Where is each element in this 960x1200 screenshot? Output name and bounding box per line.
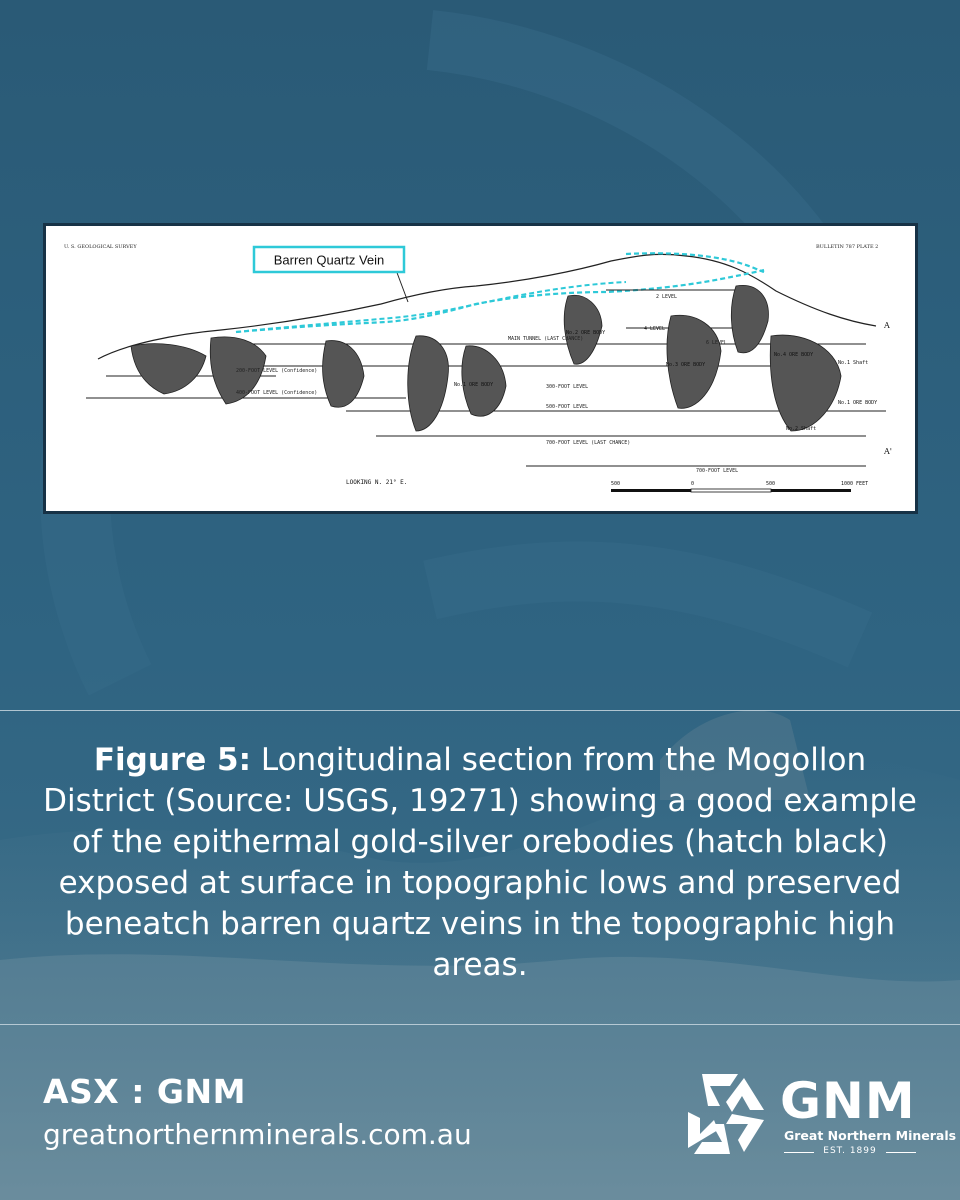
top-divider <box>0 710 960 711</box>
logo-subtitle: Great Northern Minerals <box>784 1128 957 1143</box>
header-left: U. S. GEOLOGICAL SURVEY <box>64 244 137 250</box>
scale-label-500: 500 <box>766 481 776 487</box>
logo-est-line-right <box>886 1152 916 1153</box>
scale-label-500-left: 500 <box>611 481 621 487</box>
figure-caption <box>40 740 920 986</box>
scale-label-1000: 1000 FEET <box>841 481 869 487</box>
website-link[interactable]: greatnorthernminerals.com.au <box>43 1118 472 1151</box>
logo-name: GNM <box>780 1072 916 1130</box>
callout-leader <box>396 270 408 302</box>
orebody-label-5: No.1 ORE BODY <box>838 400 878 406</box>
scale-bar <box>611 481 868 492</box>
level-label-main-tunnel: MAIN TUNNEL (LAST CHANCE) <box>508 336 584 342</box>
header-right: BULLETIN 787 PLATE 2 <box>816 244 879 250</box>
orebody-label-1: No.1 ORE BODY <box>454 382 494 388</box>
callout-label: Barren Quartz Vein <box>273 252 385 268</box>
level-label-300: 300-FOOT LEVEL <box>546 384 589 390</box>
level-label-400: 400-FOOT LEVEL (Confidence) <box>236 390 318 396</box>
geologic-section-figure <box>43 223 918 514</box>
orebody-label-3: No.3 ORE BODY <box>666 362 706 368</box>
shaft-label-1: No.1 Shaft <box>838 360 869 366</box>
level-label-700: 700-FOOT LEVEL <box>696 468 739 474</box>
gnm-logo <box>680 1068 957 1168</box>
level-label-4: 4 LEVEL <box>644 326 666 332</box>
orebodies <box>131 285 841 431</box>
caption-text: Longitudinal section from the Mogollon District (Source: USGS, 19271) showing a good example of the epithermal gold-silver orebodies (hatch black) exposed at surface in topographic lows and preserved beneatch barren quartz veins in the topographic high areas. <box>43 742 917 983</box>
shaft-label-2: No.2 Shaft <box>786 426 817 432</box>
asx-ticker: ASX : GNM <box>43 1072 246 1111</box>
level-label-200: 200-FOOT LEVEL (Confidence) <box>236 368 318 374</box>
longitudinal-section-diagram <box>46 226 915 511</box>
bottom-divider <box>0 1024 960 1025</box>
quartz-vein-dashed-top <box>626 253 764 272</box>
orebody-label-2: No.2 ORE BODY <box>566 330 606 336</box>
level-label-2: 2 LEVEL <box>656 294 678 300</box>
caption-label: Figure 5: <box>93 742 251 778</box>
triskelion-logo-icon <box>680 1068 772 1158</box>
section-marker-a-prime: A' <box>884 447 892 456</box>
logo-est: EST. 1899 <box>823 1146 877 1156</box>
section-marker-a: A <box>884 321 890 330</box>
level-label-500: 500-FOOT LEVEL <box>546 404 589 410</box>
looking-direction: LOOKING N. 21° E. <box>346 479 408 486</box>
scale-label-0: 0 <box>691 481 695 487</box>
level-label-6: 6 LEVEL <box>706 340 728 346</box>
level-label-700-last-chance: 700-FOOT LEVEL (LAST CHANCE) <box>546 440 631 446</box>
orebody-label-4: No.4 ORE BODY <box>774 352 814 358</box>
